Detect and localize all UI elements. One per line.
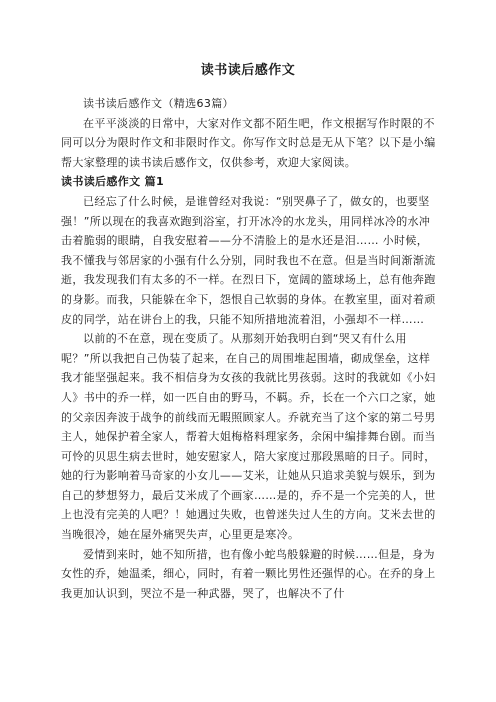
document-body — [61, 94, 437, 603]
body-paragraph-3: 爱情到来时，她不知所措，也有像小蛇鸟般躲避的时候……但是，身为女性的乔，她温柔，细心，同时，有着一颗比男性还强悍的心。在乔的身上我更加认识到，哭泣不是一种武器，哭了，也解决不了什 — [61, 547, 436, 600]
document-subtitle: 读书读后感作文（精选63篇） — [83, 97, 234, 110]
document-title: 读书读后感作文 — [200, 63, 296, 78]
intro-paragraph: 在平平淡淡的日常中，大家对作文都不陌生吧，作文根据写作时限的不同可以分为限时作文和非限时作文。你写作文时总是无从下笔？以下是小编帮大家整理的读书读后感作文，仅供参考，欢迎大家阅读。 — [61, 116, 436, 169]
body-paragraph-1: 已经忘了什么时候，是谁曾经对我说：“别哭鼻子了，做女的，也要坚强！”所以现在的我喜欢跑到浴室，打开冰冷的水龙头，用同样冰冷的水冲击着脆弱的眼睛，自我安慰着——分不清脸上的是水还是泪…… 小时候，我不懂我与邻居家的小强有什么分别，同时我也不在意。但是当时间渐渐流逝，我发现我们有太多的不一样。在烈日下，宽阔的篮球场上，总有他奔跑的身影。而我，只能躲在伞下，怨恨自己软弱的身体。在教室里，面对着顽皮的同学，站在讲台上的我，只能不知所措地流着泪，小强却不一样…… — [61, 194, 436, 326]
section-heading: 读书读后感作文 篇1 — [61, 175, 164, 189]
body-paragraph-2: 以前的不在意，现在变质了。从那刻开始我明白到“哭又有什么用呢？”所以我把自己伪装了起来，在自己的周围堆起围墙，砌成堡垒，这样我才能坚强起来。我不相信身为女孩的我就比男孩弱。这时的我就如《小妇人》书中的乔一样，如一匹自由的野马，不羁。乔，长在一个六口之家，她的父亲因奔波于战争的前线而无暇照顾家人。乔就充当了这个家的第二号男主人，她保护着全家人，帮着大姐梅格料理家务，余闲中编排舞台剧。而当可怜的贝思生病去世时，她安慰家人，陪大家度过那段黑暗的日子。同时，她的行为影响着马奇家的小女儿——艾米，让她从只追求美貌与娱乐，到为自己的梦想努力，最后艾米成了个画家……是的，乔不是一个完美的人，世上也没有完美的人吧？！她遇过失败，也曾迷失过人生的方向。艾米去世的当晚很冷，她在屋外痛哭失声，心里更是寒冷。 — [61, 332, 436, 542]
